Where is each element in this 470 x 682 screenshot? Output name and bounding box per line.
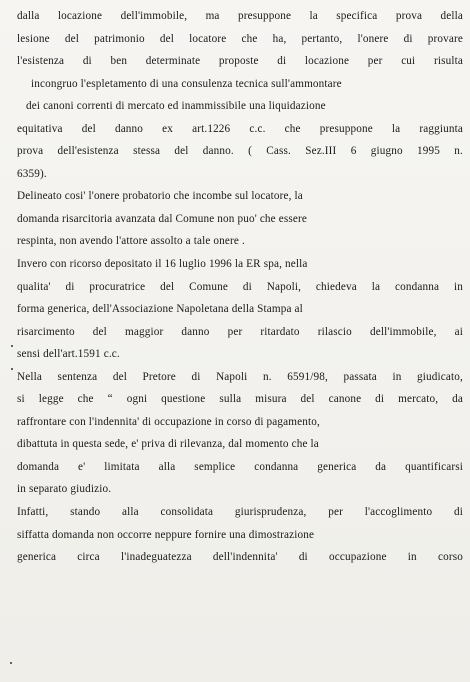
scan-speck (11, 345, 13, 347)
text-line: domanda risarcitoria avanzata dal Comune non puo' che essere (17, 212, 307, 225)
text-line: Delineato cosi' l'onere probatorio che incombe sul locatore, la (17, 190, 303, 203)
scan-speck (10, 662, 12, 664)
text-line: generica circa l'inadeguatezza dell'indennita' di occupazione in corso (17, 551, 463, 564)
text-line: lesione del patrimonio del locatore che ha, pertanto, l'onere di provare (17, 32, 463, 45)
text-line: Invero con ricorso depositato il 16 luglio 1996 la ER spa, nella (17, 258, 308, 271)
text-line: dalla locazione dell'immobile, ma presuppone la specifica prova della (17, 10, 463, 22)
text-line: siffatta domanda non occorre neppure fornire una dimostrazione (17, 528, 315, 541)
text-line: dibattuta in questa sede, e' priva di rilevanza, dal momento che la (17, 438, 319, 451)
text-line: incongruo l'espletamento di una consulenza tecnica sull'ammontare (31, 77, 342, 90)
scan-speck (11, 368, 13, 370)
text-line: prova dell'esistenza stessa del danno. ( Cass. Sez.III 6 giugno 1995 n. (17, 145, 463, 158)
text-line: in separato giudizio. (17, 483, 112, 496)
text-line: sensi dell'art.1591 c.c. (17, 348, 120, 361)
text-line: Infatti, stando alla consolidata giurisprudenza, per l'accoglimento di (17, 506, 463, 519)
text-line: l'esistenza di ben determinate proposte di locazione per cui risulta (17, 55, 463, 68)
text-line: qualita' di procuratrice del Comune di Napoli, chiedeva la condanna in (17, 280, 463, 293)
text-line: domanda e' limitata alla semplice condanna generica da quantificarsi (17, 460, 463, 473)
text-line: 6359). (17, 167, 47, 180)
text-line: respinta, non avendo l'attore assolto a tale onere . (17, 235, 245, 248)
document-body (17, 5, 463, 569)
text-line: si legge che “ ogni questione sulla misura del canone di mercato, da (17, 393, 463, 406)
text-line: forma generica, dell'Associazione Napoletana della Stampa al (17, 303, 303, 316)
text-line: Nella sentenza del Pretore di Napoli n. 6591/98, passata in giudicato, (17, 370, 463, 383)
text-line: raffrontare con l'indennita' di occupazione in corso di pagamento, (17, 415, 320, 428)
text-line: dei canoni correnti di mercato ed inammissibile una liquidazione (26, 100, 326, 113)
text-line: equitativa del danno ex art.1226 c.c. che presuppone la raggiunta (17, 122, 463, 135)
text-line: risarcimento del maggior danno per ritardato rilascio dell'immobile, ai (17, 325, 463, 338)
